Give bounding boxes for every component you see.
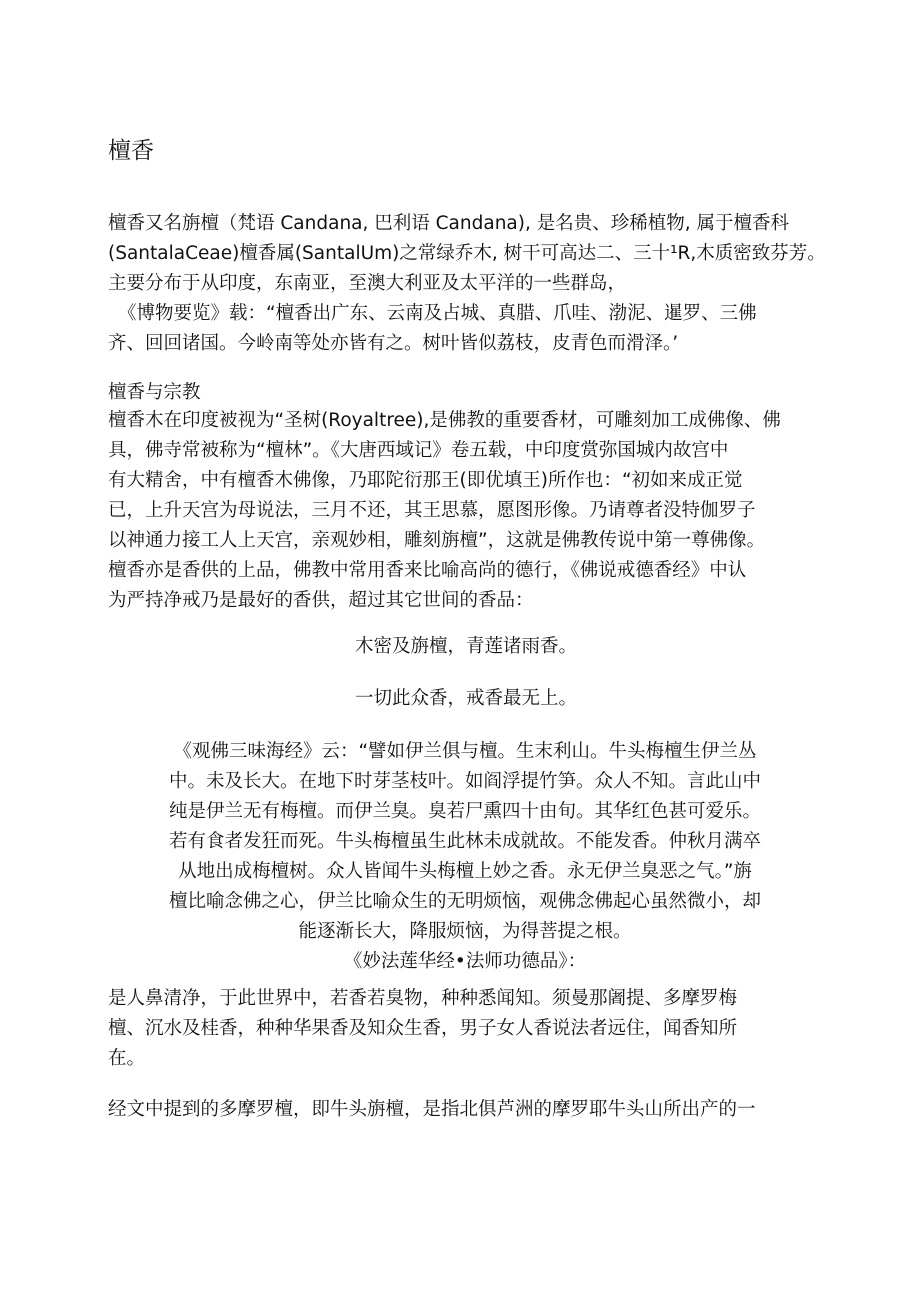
intro-line: 齐、回回诸国。今岭南等处亦皆有之。树叶皆似荔枝，皮青色而滑泽。’ <box>108 333 679 354</box>
sutra-quote-block <box>140 737 790 977</box>
religion-line: 为严持净戒乃是最好的香供，超过其它世间的香品： <box>108 590 534 611</box>
religion-line: 已，上升天宫为母说法，三月不还，其王思慕，愿图形像。乃请尊者没特伽罗子 <box>108 500 756 521</box>
religion-paragraph <box>108 406 824 616</box>
verse-line: 木密及旃檀，青莲诸雨香。 <box>354 636 577 657</box>
sutra-line: 在。 <box>108 1048 146 1069</box>
sutra-line: 是人鼻清净，于此世界中，若香若臭物，种种悉闻知。须曼那阇提、多摩罗梅 <box>108 988 738 1009</box>
quote-line: 从地出成梅檀树。众人皆闻牛头梅檀上妙之香。永无伊兰臭恶之气。”旃 <box>178 861 752 882</box>
intro-line: 主要分布于从印度，东南亚，至澳大利亚及太平洋的一些群岛， <box>108 273 627 294</box>
page-title: 檀香 <box>108 138 154 164</box>
sutra-paragraph <box>108 984 824 1074</box>
verse-line: 一切此众香，戒香最无上。 <box>354 688 577 709</box>
closing-paragraph <box>108 1095 824 1125</box>
quote-source: 《妙法莲华经•法师功德品》： <box>343 951 587 972</box>
sutra-line: 檀、沉水及桂香，种种华果香及知众生香，男子女人香说法者远住，闻香知所 <box>108 1018 738 1039</box>
quote-line: 《观佛三味海经》云：“譬如伊兰俱与檀。生末利山。牛头梅檀生伊兰丛 <box>173 741 757 762</box>
quote-line: 中。未及长大。在地下时芽茎枝叶。如阎浮提竹笋。众人不知。言此山中 <box>168 771 761 792</box>
religion-line: 具，佛寺常被称为“檀林”。《大唐西域记》卷五载，中印度赏弥国城内故宫中 <box>108 440 729 461</box>
religion-line: 檀香木在印度被视为“圣树(Royaltree),是佛教的重要香材，可雕刻加工成佛像、佛 <box>108 410 781 431</box>
quote-line: 纯是伊兰无有梅檀。而伊兰臭。臭若尸熏四十由旬。其华红色甚可爱乐。 <box>168 801 761 822</box>
quote-line: 若有食者发狂而死。牛头梅檀虽生此林未成就故。不能发香。仲秋月满卒 <box>168 831 761 852</box>
quote-line: 能逐渐长大，降服烦恼，为得菩提之根。 <box>298 921 632 942</box>
religion-line: 有大精舍，中有檀香木佛像，乃耶陀衍那王(即优填王)所作也：“初如来成正觉 <box>108 470 743 491</box>
religion-line: 檀香亦是香供的上品，佛教中常用香来比喻高尚的德行，《佛说戒德香经》中认 <box>108 560 747 581</box>
closing-line: 经文中提到的多摩罗檀，即牛头旃檀，是指北俱芦洲的摩罗耶牛头山所出产的一 <box>108 1099 756 1120</box>
quote-line: 檀比喻念佛之心，伊兰比喻众生的无明烦恼，观佛念佛起心虽然微小，却 <box>168 891 761 912</box>
intro-line: 《博物要览》载：“檀香出广东、云南及占城、真腊、爪哇、渤泥、暹罗、三佛 <box>118 303 757 324</box>
intro-paragraph <box>108 209 824 359</box>
intro-line: (SantalaCeae)檀香属(SantalUm)之常绿乔木, 树干可高达二、三十¹R,木质密致芬芳。 <box>108 243 826 264</box>
religion-line: 以神通力接工人上天宫，亲观妙相，雕刻旃檀”，这就是佛教传说中第一尊佛像。 <box>108 530 766 551</box>
section-heading: 檀香与宗教 <box>108 382 201 403</box>
intro-line: 檀香又名旃檀（梵语 Candana, 巴利语 Candana), 是名贵、珍稀植物, 属于檀香科 <box>108 213 790 234</box>
